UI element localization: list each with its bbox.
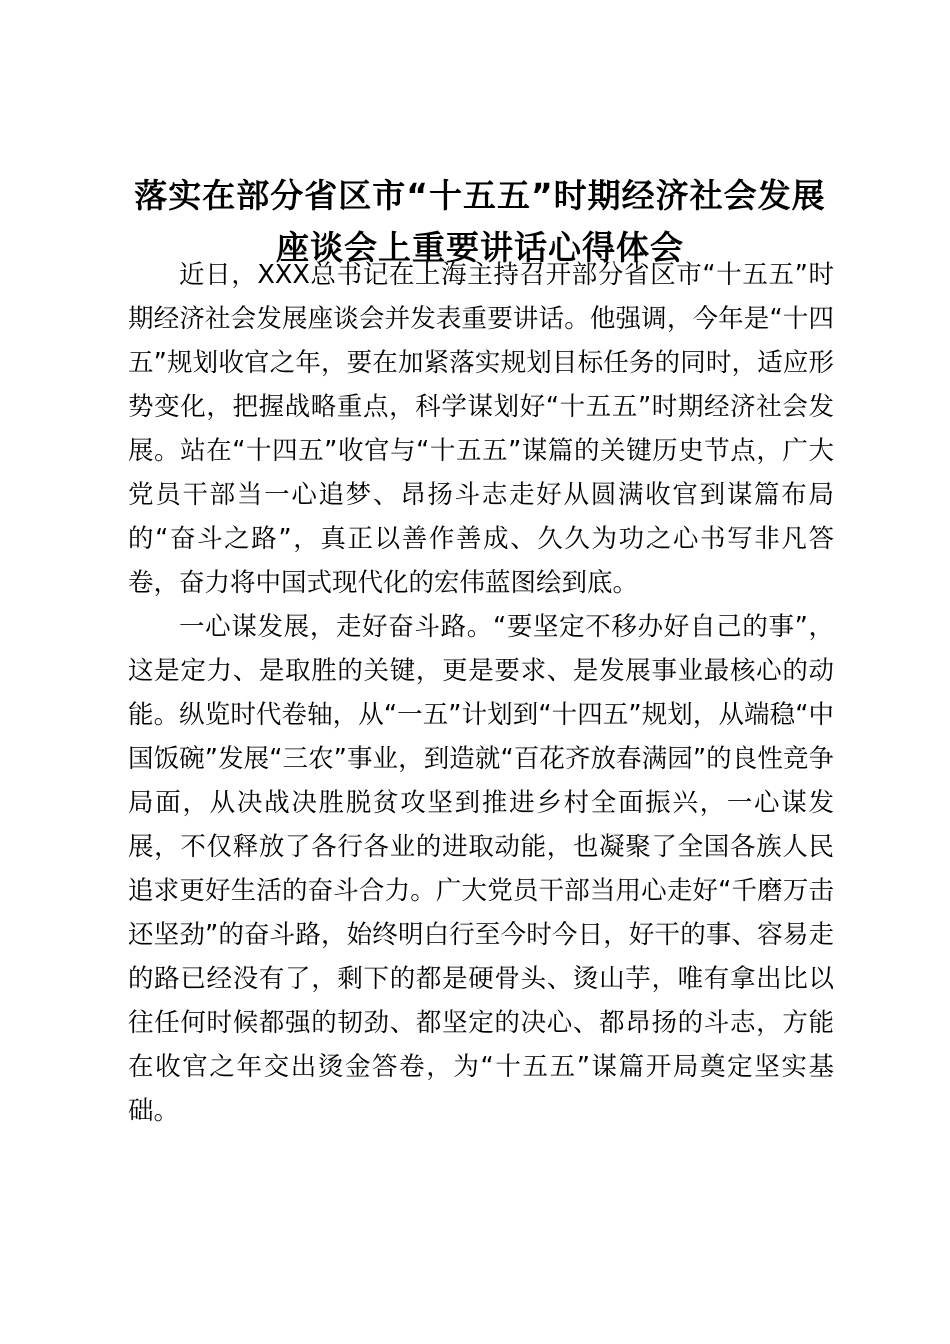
document-title: 落实在部分省区市“十五五”时期经济社会发展座谈会上重要讲话心得体会 [134, 176, 826, 267]
paragraph-development: 一心谋发展，走好奋斗路。“要坚定不移办好自己的事”，这是定力、是取胜的关键，更是要求、是发展事业最核心的动能。纵览时代卷轴，从“一五”计划到“十四五”规划，从端稳“中国饭碗”发展“三农”事业，到造就“百花齐放春满园”的良性竞争局面，从决战决胜脱贫攻坚到推进乡村全面振兴，一心谋发展，不仅释放了各行各业的进取动能，也凝聚了全国各族人民追求更好生活的奋斗合力。广大党员干部当用心走好“千磨万击还坚劲”的奋斗路，始终明白行至今时今日，好干的事、容易走的路已经没有了，剩下的都是硬骨头、烫山芋，唯有拿出比以往任何时候都强的韧劲、都坚定的决心、都昂扬的斗志，方能在收官之年交出烫金答卷，为“十五五”谋篇开局奠定坚实基础。 [128, 612, 834, 1126]
document-body [128, 253, 834, 1133]
paragraph-intro: 近日，XXX总书记在上海主持召开部分省区市“十五五”时期经济社会发展座谈会并发表重要讲话。他强调，今年是“十四五”规划收官之年，要在加紧落实规划目标任务的同时，适应形势变化，把握战略重点，科学谋划好“十五五”时期经济社会发展。站在“十四五”收官与“十五五”谋篇的关键历史节点，广大党员干部当一心追梦、昂扬斗志走好从圆满收官到谋篇布局的“奋斗之路”，真正以善作善成、久久为功之心书写非凡答卷，奋力将中国式现代化的宏伟蓝图绘到底。 [128, 260, 834, 598]
